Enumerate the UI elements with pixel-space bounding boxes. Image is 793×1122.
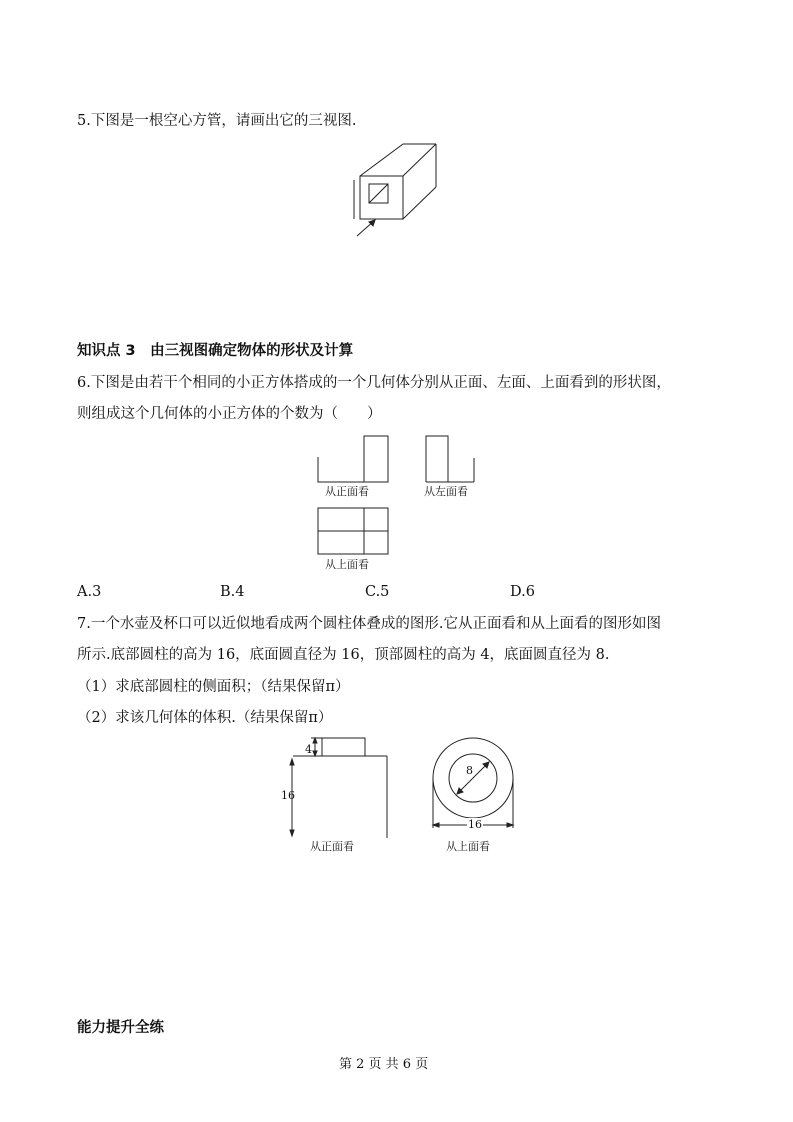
hollow-square-tube-figure xyxy=(345,140,445,240)
q7-inner-diameter-label: 8 xyxy=(466,764,473,777)
q6-line-1: 6.下图是由若干个相同的小正方体搭成的一个几何体分别从正面、左面、上面看到的形状图， xyxy=(77,375,671,391)
q7-front-caption: 从正面看 xyxy=(310,840,354,853)
q6-option-d: D.6 xyxy=(510,584,535,600)
q7-sub-question-2: （2）求该几何体的体积.（结果保留π） xyxy=(77,710,333,726)
q6-top-caption: 从上面看 xyxy=(325,558,369,571)
q6-option-a: A.3 xyxy=(77,584,102,600)
page-footer: 第 2 页 共 6 页 xyxy=(339,1057,429,1072)
q6-option-b: B.4 xyxy=(220,584,245,600)
q6-left-caption: 从左面看 xyxy=(424,485,468,498)
q7-top-height-label: 4 xyxy=(305,743,312,756)
section-3-heading: 知识点 3 由三视图确定物体的形状及计算 xyxy=(77,343,354,359)
q7-top-caption: 从上面看 xyxy=(446,840,490,853)
q6-left-view xyxy=(424,434,476,484)
q6-front-view xyxy=(316,434,390,484)
ability-section-heading: 能力提升全练 xyxy=(77,1020,164,1036)
q6-front-caption: 从正面看 xyxy=(325,485,369,498)
q5-text: 5.下图是一根空心方管，请画出它的三视图. xyxy=(77,113,357,129)
q6-line-2: 则组成这个几何体的小正方体的个数为（ ） xyxy=(77,406,382,422)
q7-line-1: 7.一个水壶及杯口可以近似地看成两个圆柱体叠成的图形.它从正面看和从上面看的图形如图 xyxy=(77,616,661,632)
q6-top-view xyxy=(316,506,390,556)
q7-sub-question-1: （1）求底部圆柱的侧面积；（结果保留π） xyxy=(77,679,350,695)
q7-line-2: 所示.底部圆柱的高为 16，底面圆直径为 16，顶部圆柱的高为 4，底面圆直径为 8. xyxy=(77,647,610,663)
q6-option-c: C.5 xyxy=(365,584,390,600)
q7-bottom-height-label: 16 xyxy=(281,789,295,802)
q7-front-view xyxy=(275,734,395,839)
q7-outer-diameter-label: 16 xyxy=(468,818,482,831)
